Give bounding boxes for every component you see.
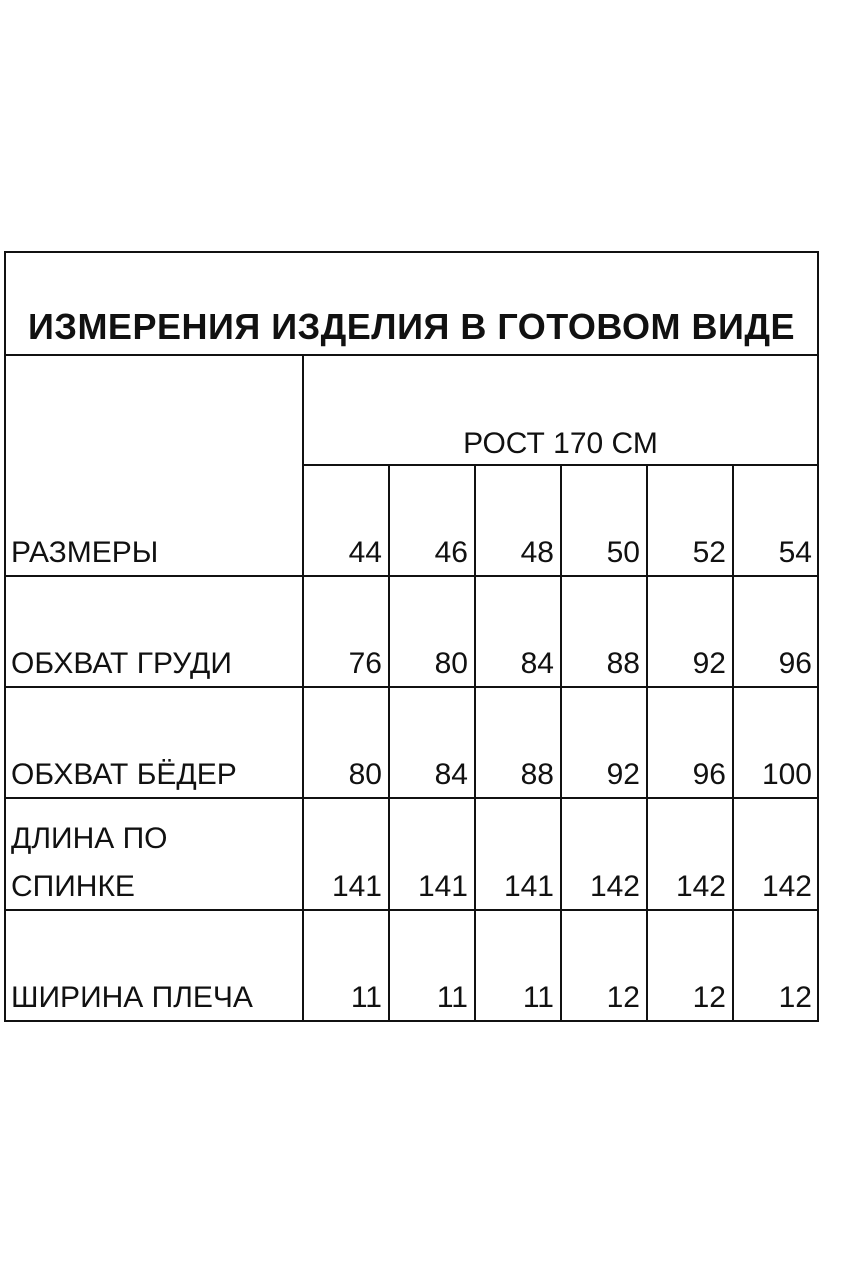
- table-cell: 141: [331, 870, 382, 903]
- table-cell: 48: [520, 536, 554, 569]
- table-cell: 12: [778, 981, 812, 1014]
- table-cell: 44: [348, 536, 382, 569]
- row-label-chest: ОБХВАТ ГРУДИ: [11, 647, 232, 680]
- row-label-back-length-line1: ДЛИНА ПО: [11, 822, 168, 855]
- table-cell: 96: [692, 758, 726, 791]
- table-cell: 50: [606, 536, 640, 569]
- row-divider-3: [6, 797, 817, 799]
- table-cell: 84: [520, 647, 554, 680]
- table-cell: 141: [417, 870, 468, 903]
- table-cell: 11: [436, 981, 468, 1014]
- row-label-back-length: [11, 815, 167, 911]
- row-divider-1: [6, 575, 817, 577]
- table-title-cell: [6, 253, 817, 356]
- height-label: РОСТ 170 СМ: [463, 427, 658, 460]
- row-label-hips: ОБХВАТ БЁДЕР: [11, 758, 237, 791]
- table-cell: 12: [606, 981, 640, 1014]
- table-cell: 142: [675, 870, 726, 903]
- table-cell: 80: [348, 758, 382, 791]
- table-cell: 141: [503, 870, 554, 903]
- table-title: ИЗМЕРЕНИЯ ИЗДЕЛИЯ В ГОТОВОМ ВИДЕ: [28, 306, 795, 347]
- table-cell: 92: [692, 647, 726, 680]
- row-label-back-length-line2: СПИНКЕ: [11, 870, 135, 903]
- measurements-table: [4, 251, 819, 1022]
- table-cell: 100: [761, 758, 812, 791]
- table-cell: 76: [348, 647, 382, 680]
- row-divider-2: [6, 686, 817, 688]
- table-cell: 88: [520, 758, 554, 791]
- table-cell: 88: [606, 647, 640, 680]
- table-cell: 142: [761, 870, 812, 903]
- table-cell: 11: [522, 981, 554, 1014]
- table-cell: 52: [692, 536, 726, 569]
- table-cell: 80: [434, 647, 468, 680]
- table-cell: 46: [434, 536, 468, 569]
- table-cell: 96: [778, 647, 812, 680]
- row-label-sizes: РАЗМЕРЫ: [11, 536, 159, 569]
- row-label-shoulder-width: ШИРИНА ПЛЕЧА: [11, 981, 253, 1014]
- table-cell: 84: [434, 758, 468, 791]
- table-cell: 12: [692, 981, 726, 1014]
- table-cell: 54: [778, 536, 812, 569]
- table-cell: 142: [589, 870, 640, 903]
- table-cell: 11: [350, 981, 382, 1014]
- table-cell: 92: [606, 758, 640, 791]
